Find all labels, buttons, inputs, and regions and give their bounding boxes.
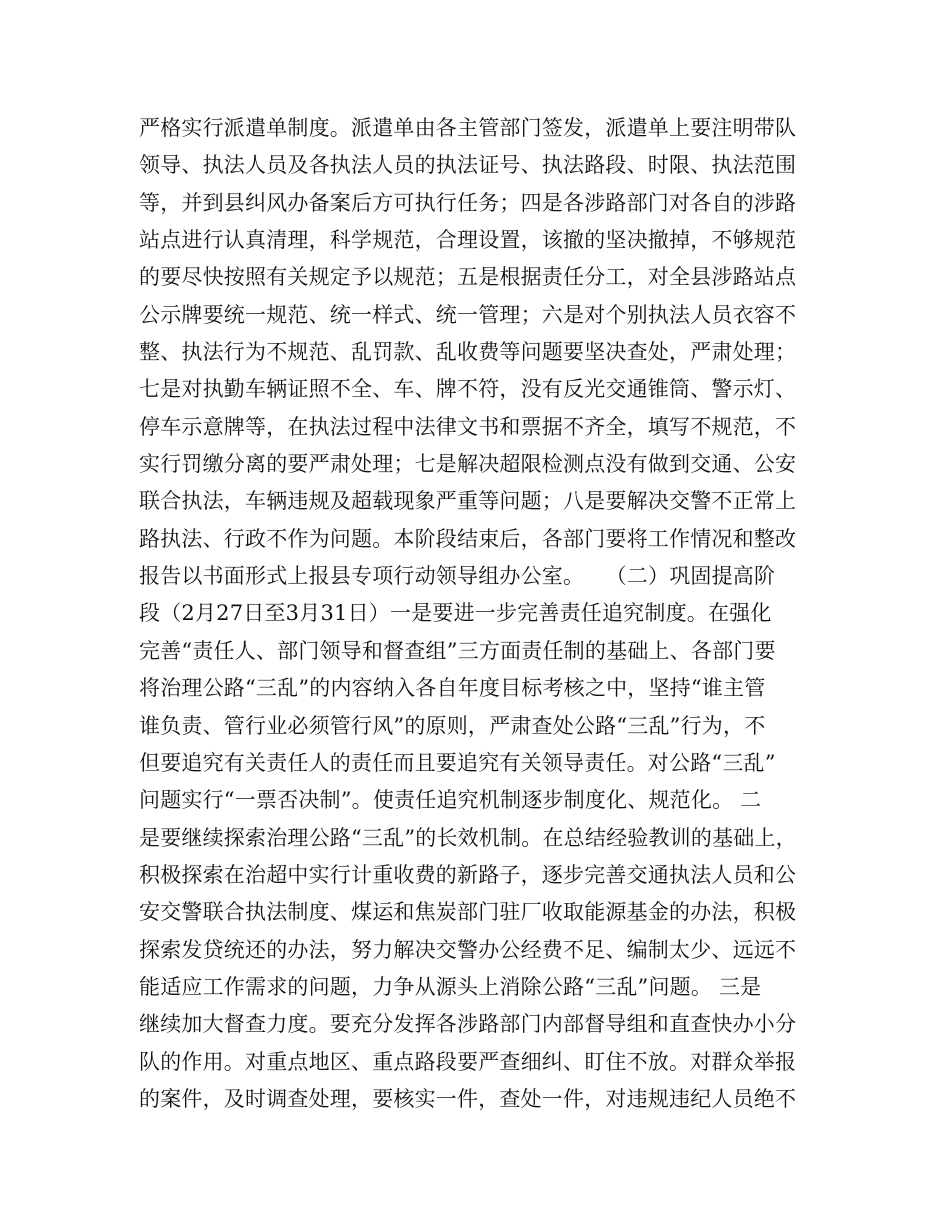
text-line: 能适应工作需求的问题，力争从源头上消除公路“三乱”问题。 三是 — [139, 974, 762, 999]
text-line: 的案件，及时调查处理，要核实一件，查处一件，对违规违纪人员绝不 — [139, 1086, 797, 1111]
text-line: 七是对执勤车辆证照不全、车、牌不符，没有反光交通锥筒、警示灯、 — [139, 377, 797, 402]
text-line: 报告以书面形式上报县专项行动领导组办公室。 （二）巩固提高阶 — [139, 564, 776, 589]
text-line: 将治理公路“三乱”的内容纳入各自年度目标考核之中，坚持“谁主管 — [139, 676, 766, 701]
text-line: 联合执法，车辆违规及超载现象严重等问题；八是要解决交警不正常上 — [139, 489, 797, 514]
text-line: 整、执法行为不规范、乱罚款、乱收费等问题要坚决查处，严肃处理； — [139, 340, 797, 365]
text-line: 停车示意牌等，在执法过程中法律文书和票据不齐全，填写不规范，不 — [139, 414, 797, 439]
text-line: 谁负责、管行业必须管行风”的原则，严肃查处公路“三乱”行为，不 — [139, 713, 766, 738]
text-line: 但要追究有关责任人的责任而且要追究有关领导责任。对公路“三乱” — [139, 750, 776, 775]
text-line: 探索发贷统还的办法，努力解决交警办公经费不足、编制太少、远远不 — [139, 937, 797, 962]
text-line: 路执法、行政不作为问题。本阶段结束后，各部门要将工作情况和整改 — [139, 526, 797, 551]
text-line: 等，并到县纠风办备案后方可执行任务；四是各涉路部门对各自的涉路 — [139, 190, 797, 215]
body-text — [139, 110, 829, 1118]
text-line: 段（2月27日至3月31日）一是要进一步完善责任追究制度。在强化 — [139, 601, 772, 626]
text-line: 问题实行“一票否决制”。使责任追究机制逐步制度化、规范化。 二 — [139, 788, 762, 813]
text-line: 积极探索在治超中实行计重收费的新路子，逐步完善交通执法人员和公 — [139, 862, 797, 887]
text-line: 实行罚缴分离的要严肃处理；七是解决超限检测点没有做到交通、公安 — [139, 452, 797, 477]
text-line: 队的作用。对重点地区、重点路段要严查细纠、盯住不放。对群众举报 — [139, 1049, 797, 1074]
text-line: 安交警联合执法制度、煤运和焦炭部门驻厂收取能源基金的办法，积极 — [139, 900, 797, 925]
text-line: 站点进行认真清理，科学规范，合理设置，该撤的坚决撤掉，不够规范 — [139, 228, 797, 253]
text-line: 继续加大督查力度。要充分发挥各涉路部门内部督导组和直查快办小分 — [139, 1012, 797, 1037]
text-line: 公示牌要统一规范、统一样式、统一管理；六是对个别执法人员衣容不 — [139, 302, 797, 327]
text-line: 的要尽快按照有关规定予以规范；五是根据责任分工，对全县涉路站点 — [139, 265, 797, 290]
text-line: 完善“责任人、部门领导和督查组”三方面责任制的基础上、各部门要 — [139, 638, 776, 663]
text-line: 领导、执法人员及各执法人员的执法证号、执法路段、时限、执法范围 — [139, 153, 797, 178]
text-line: 严格实行派遣单制度。派遣单由各主管部门签发，派遣单上要注明带队 — [139, 116, 797, 140]
text-line: 是要继续探索治理公路“三乱”的长效机制。在总结经验教训的基础上， — [139, 825, 797, 850]
